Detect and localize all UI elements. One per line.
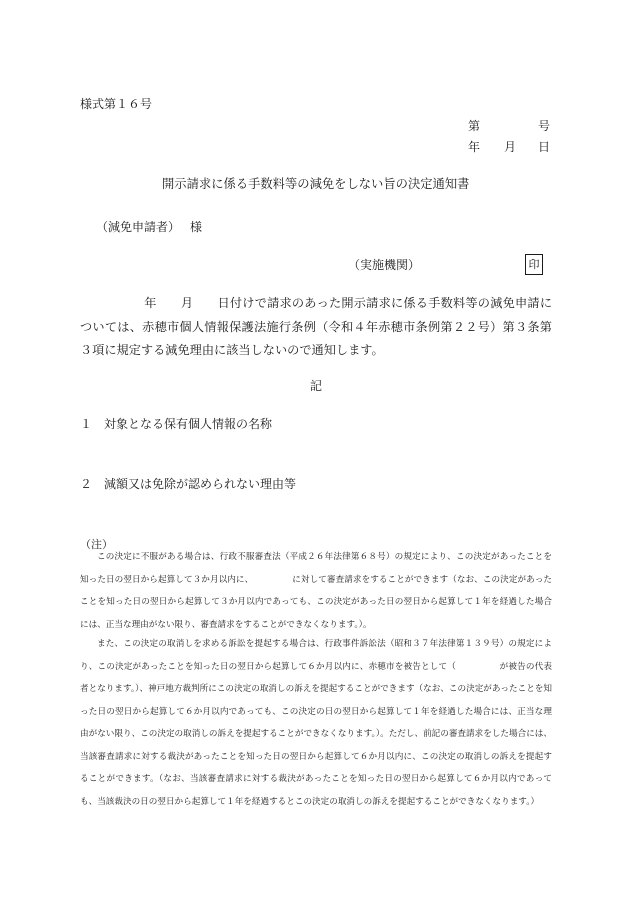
note-heading: （注） — [80, 538, 113, 551]
issue-number-suffix: 号 — [538, 119, 551, 133]
item-2-label: 減額又は免除が認められない理由等 — [104, 477, 297, 491]
body-month: 月 — [180, 296, 194, 310]
item-1-number: １ — [80, 417, 93, 431]
issue-date-day: 日 — [538, 140, 551, 154]
addressee-honorific: 様 — [190, 220, 203, 234]
notice-body — [80, 292, 552, 363]
issue-date-year: 年 — [468, 140, 481, 154]
issue-date-month: 月 — [504, 140, 517, 154]
item-1-label: 対象となる保有個人情報の名称 — [104, 417, 273, 431]
issuer-label: （実施機関） — [348, 258, 421, 272]
body-text: 日付けで請求のあった開示請求に係る手数料等の減免申請については、赤穂市個人情報保護法施行条例（令和４年赤穂市条例第２２号）第３条第３項に規定する減免理由に該当しないので通知します。 — [80, 296, 553, 357]
seal-mark: 印 — [525, 254, 543, 275]
document-title: 開示請求に係る手数料等の減免をしない旨の決定通知書 — [162, 177, 470, 191]
item-2-number: ２ — [80, 477, 93, 491]
body-year: 年 — [144, 296, 157, 310]
issue-number-prefix: 第 — [468, 119, 481, 133]
form-number: 様式第１６号 — [80, 97, 153, 111]
addressee-label: （減免申請者） — [96, 220, 181, 234]
note-paragraph-1: この決定に不服がある場合は、行政不服審査法（平成２６年法律第６８号）の規定により、この決定があったことを知った日の翌日から起算して３か月以内に、 に対して審査請求をすることができます（なお、この決定があったことを知った日の翌日から起算して３か月以内であっても、この決定があった日の翌日から起算して１年を経過した場合には、正当な理由がない限り、審査請求をすることができなくなります。）。 — [80, 552, 552, 630]
ki-heading: 記 — [310, 379, 323, 393]
note-paragraph-2: また、この決定の取消しを求める訴訟を提起する場合は、行政事件訴訟法（昭和３７年法律第１３９号）の規定により、この決定があったことを知った日の翌日から起算して６か月以内に、赤穂市を被告として（ が被告の代表者となります。）、神戸地方裁判所にこの決定の取消しの訴えを提起することができます（なお、この決定があったことを知った日の翌日から起算して６か月以内であっても、この決定の日の翌日から起算して１年を経過した場合には、正当な理由がない限り、この決定の取消しの訴えを提起することができなくなります。）。ただし、前記の審査請求をした場合には、当該審査請求に対する裁決があったことを知った日の翌日から起算して６か月以内に、この決定の取消しの訴えを提起することができます。（なお、当該審査請求に対する裁決があったことを知った日の翌日から起算して６か月以内であっても、当該裁決の日の翌日から起算して１年を経過するとこの決定の取消しの訴えを提起することができなくなります。） — [80, 639, 552, 807]
